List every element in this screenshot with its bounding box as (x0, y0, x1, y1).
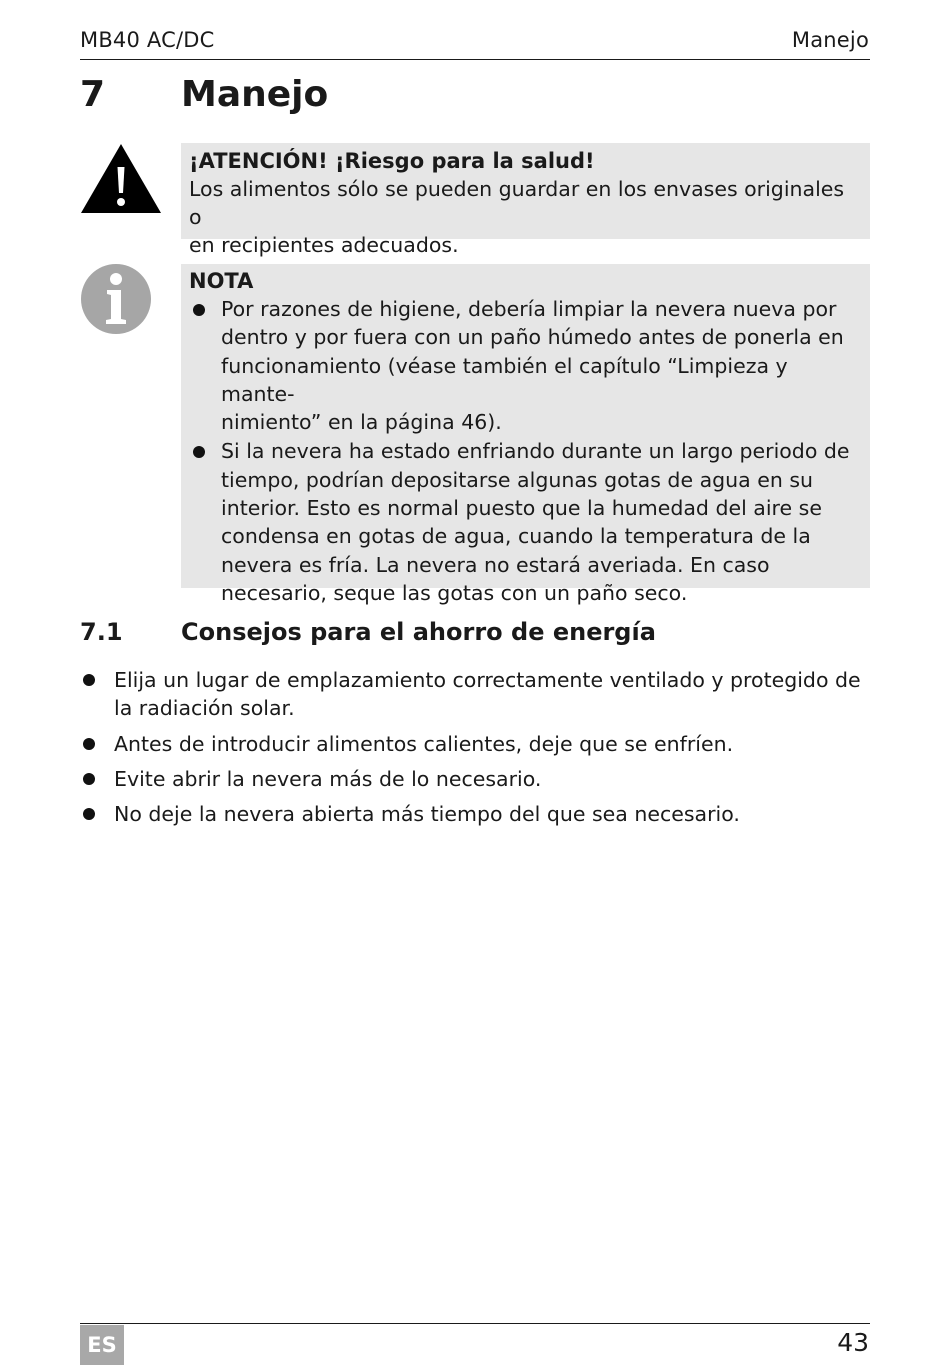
bullet-icon (193, 304, 205, 316)
section-title: Consejos para el ahorro de energía (181, 618, 656, 646)
list-line: Antes de introducir alimentos calientes, deje que se enfríen. (114, 731, 734, 756)
section-number: 7.1 (80, 618, 123, 646)
bullet-icon (83, 738, 95, 750)
header-divider (80, 59, 870, 60)
list-line: necesario, seque las gotas con un paño seco. (221, 580, 688, 605)
list-line: la radiación solar. (114, 696, 295, 721)
warning-title: ¡ATENCIÓN! ¡Riesgo para la salud! (189, 149, 595, 173)
footer-divider (80, 1323, 870, 1324)
list-line: Si la nevera ha estado enfriando durante un largo periodo de (221, 439, 850, 464)
header-product: MB40 AC/DC (80, 28, 215, 52)
chapter-number: 7 (80, 74, 106, 115)
list-line: Por razones de higiene, debería limpiar la nevera nueva por (221, 297, 837, 321)
note-box (181, 264, 870, 605)
warning-text (189, 175, 862, 259)
list-item (189, 295, 862, 436)
list-line: funcionamiento (véase también el capítulo “Limpieza y mante- (221, 353, 788, 406)
info-icon (80, 263, 152, 335)
list-line: tiempo, podrían depositarse algunas gotas de agua en su (221, 467, 814, 492)
list-line: Elija un lugar de emplazamiento correctamente ventilado y protegido de (114, 668, 861, 692)
page-number: 43 (837, 1328, 869, 1357)
warning-line: en recipientes adecuados. (189, 233, 459, 257)
list-line: Evite abrir la nevera más de lo necesario. (114, 766, 542, 791)
warning-triangle-icon (80, 143, 162, 214)
bullet-icon (83, 674, 95, 686)
list-line: dentro y por fuera con un paño húmedo antes de ponerla en (221, 325, 844, 350)
warning-line: Los alimentos sólo se pueden guardar en los envases originales o (189, 177, 845, 229)
bullet-icon (83, 808, 95, 820)
list-item (189, 437, 862, 607)
header-section: Manejo (791, 28, 869, 52)
list-line: nevera es fría. La nevera no estará averiada. En caso (221, 552, 770, 577)
list-item (80, 765, 870, 793)
bullet-icon (193, 446, 205, 458)
bullet-icon (83, 773, 95, 785)
list-item (80, 666, 870, 723)
note-title: NOTA (189, 269, 254, 293)
language-badge: ES (80, 1325, 124, 1365)
warning-box (181, 143, 870, 257)
list-line: nimiento” en la página 46). (221, 410, 502, 435)
note-list (189, 295, 862, 607)
list-line: interior. Esto es normal puesto que la humedad del aire se (221, 496, 822, 521)
list-line: condensa en gotas de agua, cuando la temperatura de la (221, 524, 811, 549)
list-item (80, 730, 870, 758)
chapter-title: Manejo (181, 74, 329, 115)
list-item (80, 800, 870, 828)
energy-tips-list (80, 666, 870, 835)
list-line: No deje la nevera abierta más tiempo del que sea necesario. (114, 802, 740, 827)
